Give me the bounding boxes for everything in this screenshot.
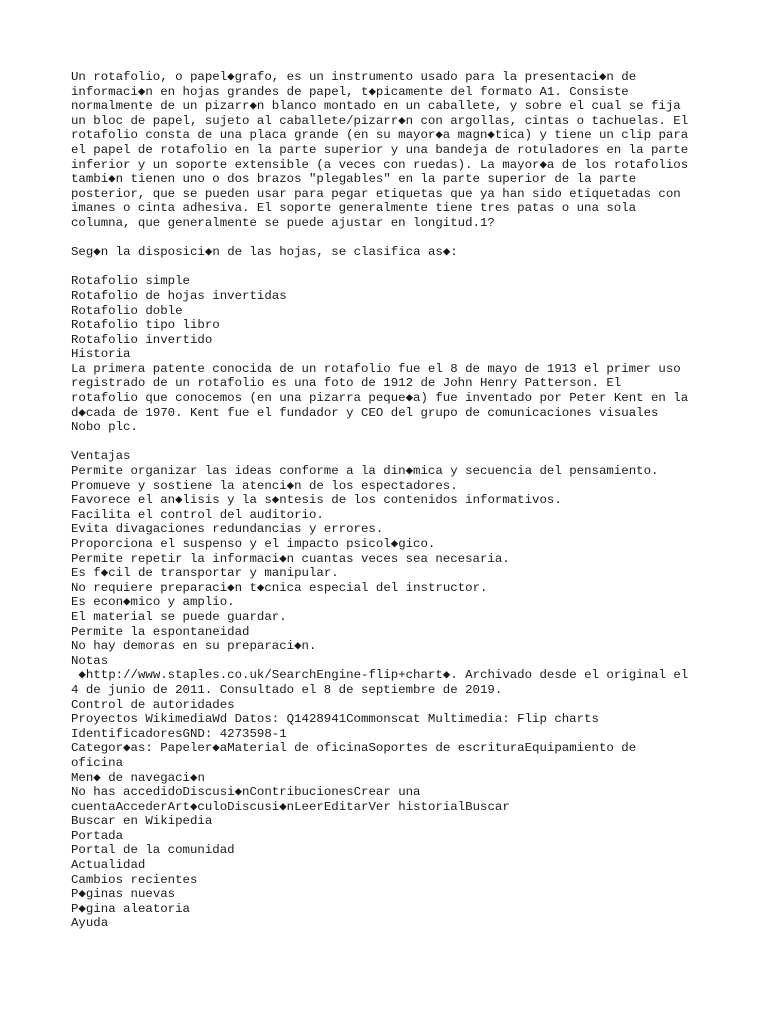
list-item: No requiere preparaci◆n t◆cnica especial del instructor.: [71, 580, 488, 595]
list-item: Rotafolio tipo libro: [71, 318, 220, 333]
list-item: Favorece el an◆lisis y la s◆ntesis de los contenidos informativos.: [71, 493, 562, 508]
nav-link-random: P◆gina aleatoria: [71, 901, 190, 916]
text-line: d◆cada de 1970. Kent fue el fundador y CEO del grupo de comunicaciones visuales: [71, 405, 659, 420]
text-line: La primera patente conocida de un rotafolio fue el 8 de mayo de 1913 el primer uso: [71, 361, 681, 376]
categories: [71, 741, 711, 770]
nav-link-help: Ayuda: [71, 916, 109, 931]
history-paragraph: [71, 362, 711, 435]
spacer: [71, 435, 711, 450]
list-item: Facilita el control del auditorio.: [71, 507, 324, 522]
text-line: Nobo plc.: [71, 420, 138, 435]
list-item: Rotafolio de hojas invertidas: [71, 288, 287, 303]
categories-line: Categor◆as: Papeler◆aMaterial de oficinaSoportes de escrituraEquipamiento de: [71, 741, 637, 756]
spacer: [71, 260, 711, 275]
text-line: posterior, que se pueden usar para pegar etiquetas que ya han sido etiquetadas con: [71, 186, 681, 201]
text-line: normalmente de un pizarr◆n blanco montado en un caballete, y sobre el cual se fija: [71, 99, 681, 114]
note-line: ◆http://www.staples.co.uk/SearchEngine-flip+chart◆. Archivado desde el original el: [71, 668, 689, 683]
nav-account-line: No has accedidoDiscusi◆nContribucionesCrear una: [71, 785, 421, 800]
document-body: [71, 70, 711, 931]
list-item: El material se puede guardar.: [71, 609, 287, 624]
text-line: rotafolio que conocemos (en una pizarra peque◆a) fue inventado por Peter Kent en la: [71, 391, 689, 406]
advantages-list: [71, 464, 711, 654]
list-item: Rotafolio doble: [71, 303, 183, 318]
authority-heading: Control de autoridades: [71, 697, 235, 712]
nav-link-search: Buscar en Wikipedia: [71, 814, 213, 829]
list-item: Permite la espontaneidad: [71, 624, 250, 639]
advantages-heading: Ventajas: [71, 449, 131, 464]
notes-list: [71, 668, 711, 697]
text-line: un bloc de papel, sujeto al caballete/pizarr◆n con argollas, cintas o tachuelas. El: [71, 113, 689, 128]
spacer: [71, 231, 711, 246]
nav-link-community: Portal de la comunidad: [71, 843, 235, 858]
list-item: Proporciona el suspenso y el impacto psicol◆gico.: [71, 537, 436, 551]
list-item: Permite repetir la informaci◆n cuantas veces sea necesaria.: [71, 551, 510, 566]
authority-list: [71, 712, 711, 741]
text-line: Un rotafolio, o papel◆grafo, es un instrumento usado para la presentaci◆n de: [71, 70, 637, 84]
nav-account-line: cuentaAccederArt◆culoDiscusi◆nLeerEditarVer historialBuscar: [71, 799, 510, 814]
list-item: Es f◆cil de transportar y manipular.: [71, 566, 339, 581]
types-list: [71, 274, 711, 347]
list-item: Es econ◆mico y amplio.: [71, 595, 235, 610]
list-item: Promueve y sostiene la atenci◆n de los espectadores.: [71, 478, 458, 493]
nav-links: [71, 814, 711, 931]
nav-account: [71, 785, 711, 814]
note-line: 4 de junio de 2011. Consultado el 8 de septiembre de 2019.: [71, 682, 503, 697]
categories-line: oficina: [71, 755, 124, 770]
text-line: registrado de un rotafolio es una foto de 1912 de John Henry Patterson. El: [71, 376, 622, 391]
history-heading: Historia: [71, 347, 131, 362]
nav-link-recent-changes: Cambios recientes: [71, 872, 198, 887]
text-line: rotafolio consta de una placa grande (en su mayor◆a magn◆tica) y tiene un clip para: [71, 128, 689, 143]
text-line: el papel de rotafolio en la parte superior y una bandeja de rotuladores en la parte: [71, 142, 689, 157]
authority-line: IdentificadoresGND: 4273598-1: [71, 726, 287, 741]
authority-line: Proyectos WikimediaWd Datos: Q1428941Commonscat Multimedia: Flip charts: [71, 712, 599, 727]
text-line: informaci◆n en hojas grandes de papel, t◆picamente del formato A1. Consiste: [71, 84, 629, 99]
text-line: tambi◆n tienen uno o dos brazos "plegables" en la parte superior de la parte: [71, 172, 637, 187]
text-line: inferior y un soporte extensible (a veces con ruedas). La mayor◆a de los rotafolios: [71, 157, 689, 172]
nav-link-portada: Portada: [71, 828, 124, 843]
list-item: Evita divagaciones redundancias y errores.: [71, 522, 384, 537]
classification-intro: Seg◆n la disposici◆n de las hojas, se clasifica as◆:: [71, 245, 458, 260]
text-line: imanes o cinta adhesiva. El soporte generalmente tiene tres patas o una sola: [71, 201, 637, 216]
intro-paragraph: [71, 70, 711, 231]
list-item: Permite organizar las ideas conforme a la din◆mica y secuencia del pensamiento.: [71, 464, 659, 479]
nav-heading: Men◆ de navegaci◆n: [71, 770, 205, 785]
nav-link-new-pages: P◆ginas nuevas: [71, 887, 176, 902]
nav-link-news: Actualidad: [71, 858, 146, 873]
notes-heading: Notas: [71, 653, 109, 668]
text-line: columna, que generalmente se puede ajustar en longitud.1?: [71, 215, 495, 230]
list-item: Rotafolio simple: [71, 274, 190, 289]
list-item: Rotafolio invertido: [71, 332, 213, 347]
list-item: No hay demoras en su preparaci◆n.: [71, 639, 317, 654]
